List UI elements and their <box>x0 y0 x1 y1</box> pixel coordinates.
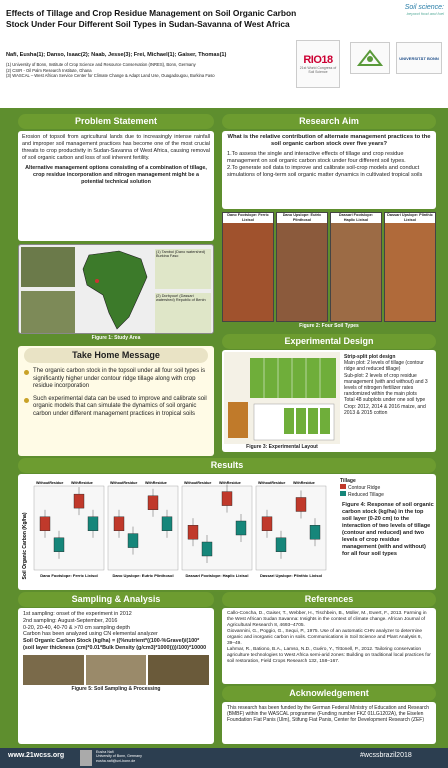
africa-map <box>79 247 153 333</box>
ack-body: This research has been funded by the German Federal Ministry of Education and Research (BMBF) within the WASCAL programme (Funding number FKZ 01LG1202A), the Eiselen Foundation Fiat Panis (Ulm), Stifung Fiat Panis, Center for Development Research (ZEF) <box>227 705 430 724</box>
study-area-inset-1 <box>155 249 211 289</box>
research-aim-2: 2.To generate soil data to improve and calibrate soil-crop models and conduct simulations of long-term soil organic matter dynamics in cultivated tropical soils <box>227 165 423 179</box>
box-mark <box>114 517 124 531</box>
results-heading: Results <box>18 458 436 473</box>
research-panel <box>222 131 436 209</box>
strip-point-3: Total 48 subplots under one soil type <box>344 397 426 404</box>
sampling-item-3: 0-20, 20-40, 40-70 & >70 cm sampling depth <box>23 624 130 631</box>
figure-2-caption: Figure 2: Four Soil Types <box>299 323 359 329</box>
take-home-item-1: The organic carbon stock in the topsoil under all four soil types is significantly higher under contour ridge tillage along with crop residue incorporation <box>24 368 208 391</box>
presenter-photo <box>80 750 92 766</box>
uni-bonn-logo <box>396 42 442 74</box>
box-mark <box>74 494 84 508</box>
soil-science-sub: beyond food and fuel <box>406 11 444 16</box>
box-mark <box>222 492 232 506</box>
chart-ylabel: Soil Organic Carbon (Kg/ha) <box>22 512 28 580</box>
poster-footer <box>0 748 448 768</box>
box-mark <box>262 517 272 531</box>
presenter-name: Eusha Nafi <box>96 750 114 754</box>
uni-bonn-text: UNIVERSITÄT BONN <box>399 55 439 61</box>
strip-split-title: Strip-split plot design <box>344 354 396 360</box>
facet-header: WithResidue <box>71 481 93 485</box>
soil-photo-4 <box>384 212 436 322</box>
soil-photo-3 <box>330 212 382 322</box>
strip-point-2: Sub-plot: 2 levels of crop residue management (with and without) and 3 levels of nitrogen fertilizer rates randomized within the main plots <box>344 372 428 398</box>
satellite-image-2 <box>21 291 75 333</box>
poster-title: Effects of Tillage and Crop Residue Management on Soil Organic Carbon Stock Under Four Different Soil Types in Sudan-Savanna of West Africa <box>6 8 297 29</box>
facet-header: WithoutResidue <box>110 481 138 485</box>
figure-4-caption: Figure 4: Response of soil organic carbon stock (kg/ha) in the top soil layer (0-20 cm) to the interaction of two levels of tillage (contour and reduced) and two levels of crop residue management (with and without) for all four soil types <box>342 502 434 557</box>
soc-boxplot-chart <box>20 476 338 588</box>
study-area-inset-2 <box>155 293 211 333</box>
affiliation-3: (3) WASCAL – West African Service Center for Climate Change & Adapt Land Use, Ouagadougou, Burkina Faso <box>6 73 215 79</box>
soil-label-4: Dassari Upslope: Plinthic Lixisol <box>385 213 435 223</box>
chart-legend <box>340 478 432 498</box>
box-mark <box>148 496 158 510</box>
problem-heading: Problem Statement <box>18 114 214 129</box>
rio18-logo-text: RIO18 <box>303 54 333 66</box>
strip-split-info <box>344 354 434 416</box>
soil-label-3: Dassari Footslope: Haplic Lixisol <box>331 213 381 223</box>
sampling-item-5: Soil Organic Carbon Stock (kg/ha) = ((%nutrient*((100-%Gravel)/(100*(soil layer thickness (cm)*0.01*Bulk Density (g/cm3)*1000))))/100)*10000 <box>23 638 207 651</box>
soil-photos <box>222 212 436 322</box>
soil-photo-2 <box>276 212 328 322</box>
figure-5-caption: Figure 5: Soil Sampling & Processing <box>71 685 161 692</box>
facet-label: Dano Footslope: Ferric Lixisol <box>40 573 98 578</box>
strip-point-4: Crop: 2012, 2014 & 2016 maize, and 2013 & 2015 cotton <box>344 403 426 416</box>
sampling-heading: Sampling & Analysis <box>18 592 214 607</box>
research-aim-1: 1.To assess the single and interactive effects of tillage and crop residue management on soil organic carbon stock under four different soil types. <box>227 151 406 165</box>
affiliation-2: (2) CSIR - Oil Palm Research Institute, Ghana <box>6 67 92 73</box>
sampling-photo-3 <box>148 655 209 685</box>
box-mark <box>276 538 286 552</box>
soil-science-logo <box>372 4 444 34</box>
references-panel <box>222 608 436 684</box>
research-question: What is the relative contribution of alternate management practices to the soil organic carbon stock over five years? <box>227 134 431 148</box>
box-mark <box>40 517 50 531</box>
facet-header: WithoutResidue <box>258 481 286 485</box>
rio18-logo <box>296 40 340 88</box>
research-heading: Research Aim <box>222 114 436 129</box>
reference-2: Giovannini, G., Poggio, G., Sequi, P., 1975. Use of an automatic CHN analyzer to determine organic and inorganic carbon in soils. Communications in Soil Science and Plant Analysis 6, 39–49. <box>227 629 423 646</box>
institute-logo <box>350 42 390 74</box>
presenter-info <box>96 750 142 763</box>
soil-label-1: Dano Footslope: Ferric Lixisol <box>223 213 273 223</box>
sampling-item-1: 1st sampling: onset of the experiment in 2012 <box>23 611 132 617</box>
legend-label-reduced: Reduced Tillage <box>348 492 384 498</box>
figure-3-caption: Figure 3: Experimental Layout <box>246 444 318 450</box>
figure-1-caption: Figure 1: Study Area <box>91 335 141 341</box>
legend-label-contour: Contour Ridge <box>348 485 381 491</box>
study-area-label-2: (2) Dorbyour! (Dassari watershed) Republic of Benin <box>156 294 206 302</box>
sampling-photos <box>23 655 209 685</box>
box-mark <box>296 497 306 511</box>
box-mark <box>310 525 320 539</box>
take-home-heading: Take Home Message <box>24 348 208 363</box>
reference-1: Callo-Concha, D., Gaiser, T., Webber, H., Tischbein, B., Müller, M., Ewert, F., 2013. Farming in the West African Sudan Savanna: Insights in the context of climate change. African Journal of Agricultural Research 8, 4693–4705. <box>227 611 427 628</box>
study-area-panel <box>18 244 214 334</box>
legend-title: Tillage <box>340 478 356 484</box>
problem-panel <box>18 131 214 241</box>
results-panel <box>18 474 436 590</box>
experimental-panel <box>222 350 436 452</box>
box-mark <box>202 542 212 556</box>
affiliation-1: (1) University of Bonn, Institute of Crop Science and Resource Conservation (INRES), Bonn, Germany <box>6 62 196 67</box>
box-mark <box>162 517 172 531</box>
facet-label: Dassari Upslope: Plinthic Lixisol <box>259 573 323 578</box>
facet-label: Dano Upslope: Eutric Plinthosol <box>112 573 174 578</box>
facet-header: WithResidue <box>145 481 167 485</box>
box-mark <box>188 525 198 539</box>
footer-hashtag: #wcssbrazil2018 <box>360 752 412 759</box>
soil-label-2: Dano Upslope: Eutric Plinthosol <box>277 213 327 223</box>
sampling-item-2: 2nd sampling: August-September, 2016 <box>23 617 118 624</box>
satellite-image-1 <box>21 247 75 287</box>
references-heading: References <box>222 592 436 607</box>
legend-swatch-contour <box>340 484 346 489</box>
facet-header: WithResidue <box>219 481 241 485</box>
ack-panel <box>222 702 436 744</box>
reference-3: Lahmar, R., Bationo, B.A., Lamso, N.D., Guéro, Y., Tittonell, P., 2012. Tailoring conservation agriculture technologies to West Africa semi-arid zones: Building on traditional local practices for soil restoration, Field Crops Research 132, 158–167. <box>227 647 431 664</box>
strip-point-1: Main plot: 2 levels of tillage (contour ridge and reduced tillage) <box>344 360 424 373</box>
legend-item-contour <box>340 484 432 491</box>
sampling-photo-2 <box>86 655 147 685</box>
soil-science-title: Soil science: <box>404 4 444 11</box>
presenter-email: eusha.nafi@uni-bonn.de <box>96 758 136 763</box>
sampling-photo-1 <box>23 655 84 685</box>
soil-photo-1 <box>222 212 274 322</box>
box-mark <box>128 534 138 548</box>
legend-item-reduced <box>340 491 432 498</box>
experimental-heading: Experimental Design <box>222 334 436 349</box>
ack-heading: Acknowledgement <box>222 686 436 701</box>
sampling-item-4: Carbon has been analyzed using CN elemental analyzer <box>23 631 158 638</box>
presenter-affil: University of Bonn, Germany <box>96 754 142 759</box>
poster-header <box>0 0 448 108</box>
box-mark <box>54 538 64 552</box>
take-home-panel <box>18 346 214 456</box>
rio18-logo-sub: 21st World Congress of Soil Science <box>299 66 337 74</box>
problem-body: Erosion of topsoil from agricultural lands due to increasingly intense rainfall and improper soil management practices has become one of the most crucial threats to crop productivity in Sudan-Savanna of West Africa, causing removal of soil organic carbon and loss of soil inherent fertility. <box>22 134 210 161</box>
legend-swatch-reduced <box>340 491 346 496</box>
problem-note: Alternative management options consisting of a combination of tillage, crop residue incorporation and nitrogen management might be a potential technical solution <box>25 165 207 185</box>
experimental-layout-diagram <box>224 352 340 444</box>
box-mark <box>88 517 98 531</box>
facet-label: Dassari Footslope: Haplic Lixisol <box>185 573 249 578</box>
facet-header: WithResidue <box>293 481 315 485</box>
take-home-item-2: Such experimental data can be used to improve and calibrate soil organic models that can simulate the dynamics of soil organic carbon under different management practices in tropical soils <box>24 396 208 419</box>
authors: Nafi, Eusha(1); Danso, Isaac(2); Naab, Jesse(3); Frei, Michael(1); Gaiser, Thomas(1) <box>6 52 227 58</box>
study-area-label-1: (1) Tamboi (Dano watershed) Burkina Faso <box>156 250 206 258</box>
facet-header: WithoutResidue <box>36 481 64 485</box>
affiliations <box>6 62 306 79</box>
facet-header: WithoutResidue <box>184 481 212 485</box>
sampling-panel <box>18 608 214 744</box>
footer-site: www.21wcss.org <box>8 752 65 759</box>
box-mark <box>236 521 246 535</box>
